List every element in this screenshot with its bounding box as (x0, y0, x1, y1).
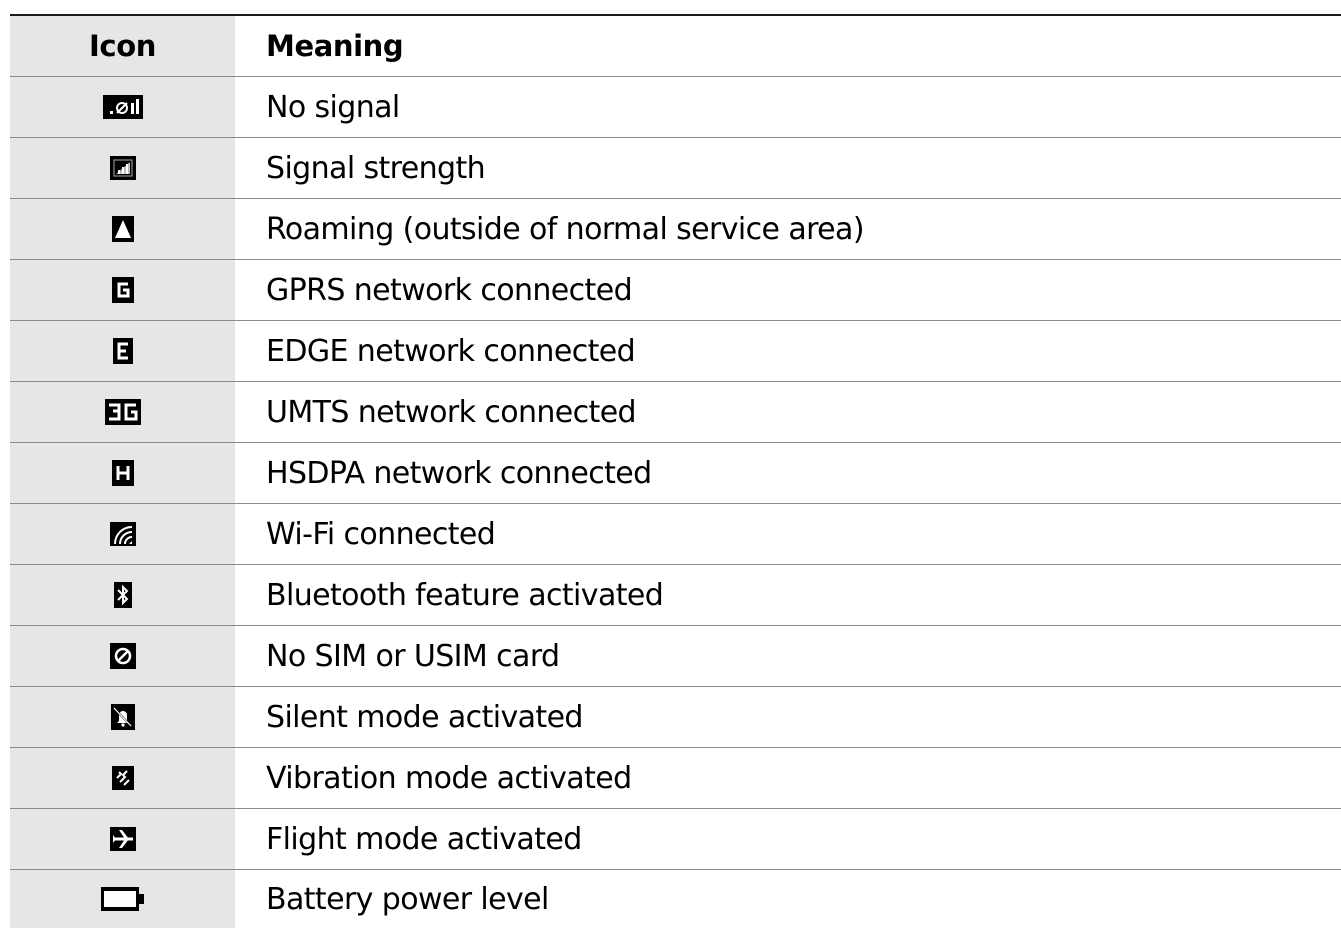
edge-icon (113, 338, 133, 364)
flight-mode-icon (110, 827, 136, 851)
table-row (10, 504, 1341, 565)
table-row (10, 687, 1341, 748)
table-row (10, 565, 1341, 626)
bluetooth-icon (114, 582, 132, 608)
row-meaning: No SIM or USIM card (266, 638, 560, 674)
umts-3g-icon (105, 399, 141, 425)
meaning-column-header: Meaning (266, 29, 404, 63)
table-row (10, 138, 1341, 199)
row-meaning: Silent mode activated (266, 699, 583, 735)
status-icons-table (10, 14, 1341, 928)
row-meaning: No signal (266, 89, 400, 125)
hsdpa-icon (112, 460, 134, 486)
signal-strength-icon (110, 156, 136, 180)
row-meaning: UMTS network connected (266, 394, 637, 430)
table-row (10, 77, 1341, 138)
roaming-icon (112, 216, 134, 242)
icon-column-header: Icon (10, 16, 235, 76)
row-meaning: Battery power level (266, 881, 549, 917)
row-meaning: HSDPA network connected (266, 455, 652, 491)
table-row (10, 321, 1341, 382)
row-meaning: Vibration mode activated (266, 760, 632, 796)
table-header-row (10, 16, 1341, 77)
table-row (10, 870, 1341, 928)
row-meaning: EDGE network connected (266, 333, 636, 369)
row-meaning: Roaming (outside of normal service area) (266, 211, 864, 247)
row-meaning: GPRS network connected (266, 272, 633, 308)
row-meaning: Bluetooth feature activated (266, 577, 664, 613)
silent-mode-icon (111, 704, 135, 730)
table-row (10, 748, 1341, 809)
table-row (10, 199, 1341, 260)
vibration-mode-icon (112, 766, 134, 790)
gprs-icon (112, 277, 134, 303)
table-row (10, 382, 1341, 443)
table-row (10, 260, 1341, 321)
row-meaning: Wi-Fi connected (266, 516, 496, 552)
table-row (10, 443, 1341, 504)
row-meaning: Signal strength (266, 150, 486, 186)
table-row (10, 626, 1341, 687)
table-row (10, 809, 1341, 870)
no-signal-icon (103, 95, 143, 119)
wifi-icon (110, 522, 136, 546)
no-sim-icon (110, 643, 136, 669)
battery-icon (101, 887, 145, 911)
row-meaning: Flight mode activated (266, 821, 582, 857)
